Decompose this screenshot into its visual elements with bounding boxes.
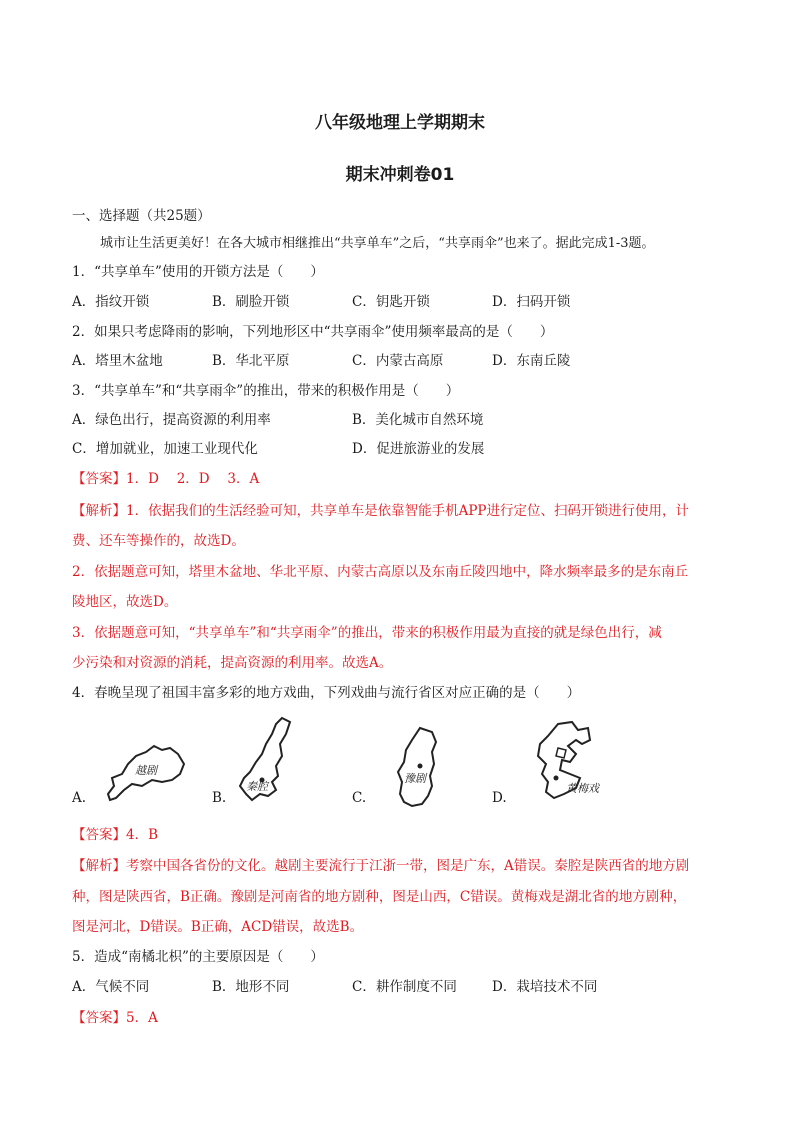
shanxi-map-icon (382, 724, 452, 812)
map-option-a (72, 712, 212, 812)
map-option-c (352, 712, 492, 812)
map-label-huangmeixi: 黄梅戏 (566, 782, 599, 795)
map-label-yueju: 越剧 (135, 764, 157, 777)
map-option-b (212, 712, 352, 812)
q2-option-a: A．塔里木盆地 (72, 353, 163, 369)
question-2-stem: 2．如果只考虑降雨的影响，下列地形区中“共享雨伞”使用频率最高的是（ ） (72, 324, 554, 340)
analysis-line: 少污染和对资源的消耗，提高资源的利用率。故选A。 (72, 655, 393, 671)
analysis-line: 3．依据题意可知，“共享单车”和“共享雨伞”的推出，带来的积极作用最为直接的就是绿色出行，减 (72, 625, 662, 641)
guangdong-map-icon (100, 734, 190, 806)
map-option-c-label: C. (352, 790, 367, 806)
q2-option-b: B．华北平原 (212, 353, 290, 369)
map-option-b-label: B. (212, 790, 227, 806)
q3-option-a: A．绿色出行，提高资源的利用率 (72, 412, 271, 428)
section-intro: 城市让生活更美好！在各大城市相继推出“共享单车”之后，“共享雨伞”也来了。据此完成1-3题。 (100, 236, 655, 251)
answer-block-2: 【答案】4．B (72, 827, 159, 843)
q1-option-d: D．扫码开锁 (492, 294, 571, 310)
q5-option-c: C．耕作制度不同 (352, 979, 457, 995)
analysis-line: 2．依据题意可知，塔里木盆地、华北平原、内蒙古高原以及东南丘陵四地中，降水频率最多的是东南丘 (72, 564, 689, 580)
section-heading: 一、选择题（共25题） (72, 208, 211, 224)
question-4-stem: 4．春晚呈现了祖国丰富多彩的地方戏曲，下列戏曲与流行省区对应正确的是（ ） (72, 685, 581, 701)
page-title: 八年级地理上学期期末 (315, 113, 485, 133)
q3-option-b: B．美化城市自然环境 (352, 412, 484, 428)
q2-option-d: D．东南丘陵 (492, 353, 571, 369)
page-subtitle: 期末冲刺卷01 (345, 165, 455, 185)
map-label-yuju: 豫剧 (404, 772, 426, 785)
analysis-line: 【解析】1．依据我们的生活经验可知，共享单车是依靠智能手机APP进行定位、扫码开锁进行使用，计 (72, 503, 690, 519)
q1-option-c: C．钥匙开锁 (352, 294, 430, 310)
map-label-qinqiang: 秦腔 (246, 780, 268, 793)
analysis-line: 陵地区，故选D。 (72, 594, 178, 610)
shaanxi-map-icon (236, 714, 306, 810)
map-option-d (492, 712, 652, 812)
q5-option-d: D．栽培技术不同 (492, 979, 598, 995)
q1-option-a: A．指纹开锁 (72, 294, 150, 310)
q3-option-d: D．促进旅游业的发展 (352, 441, 485, 457)
map-option-d-label: D. (492, 790, 507, 806)
analysis-line: 费、还车等操作的，故选D。 (72, 533, 245, 549)
answer-block-3: 【答案】5．A (72, 1010, 158, 1026)
analysis-line: 【解析】考察中国各省份的文化。越剧主要流行于江浙一带，图是广东，A错误。秦腔是陕西省的地方剧 (72, 858, 690, 874)
analysis-line: 种，图是陕西省，B正确。豫剧是河南省的地方剧种，图是山西，C错误。黄梅戏是湖北省的地方剧种， (72, 889, 687, 905)
question-1-stem: 1．“共享单车”使用的开锁方法是（ ） (72, 264, 324, 280)
q5-option-a: A．气候不同 (72, 979, 150, 995)
question-3-stem: 3．“共享单车”和“共享雨伞”的推出，带来的积极作用是（ ） (72, 383, 460, 399)
q2-option-c: C．内蒙古高原 (352, 353, 444, 369)
hebei-map-icon (518, 718, 628, 806)
q1-option-b: B．刷脸开锁 (212, 294, 290, 310)
q3-option-c: C．增加就业，加速工业现代化 (72, 441, 258, 457)
map-option-a-label: A. (72, 790, 87, 806)
analysis-line: 图是河北，D错误。B正确，ACD错误，故选B。 (72, 919, 364, 935)
question-5-stem: 5．造成“南橘北枳”的主要原因是（ ） (72, 949, 324, 965)
answer-block-1: 【答案】1．D 2．D 3．A (72, 471, 260, 487)
q5-option-b: B．地形不同 (212, 979, 290, 995)
province-maps-row (72, 712, 692, 812)
